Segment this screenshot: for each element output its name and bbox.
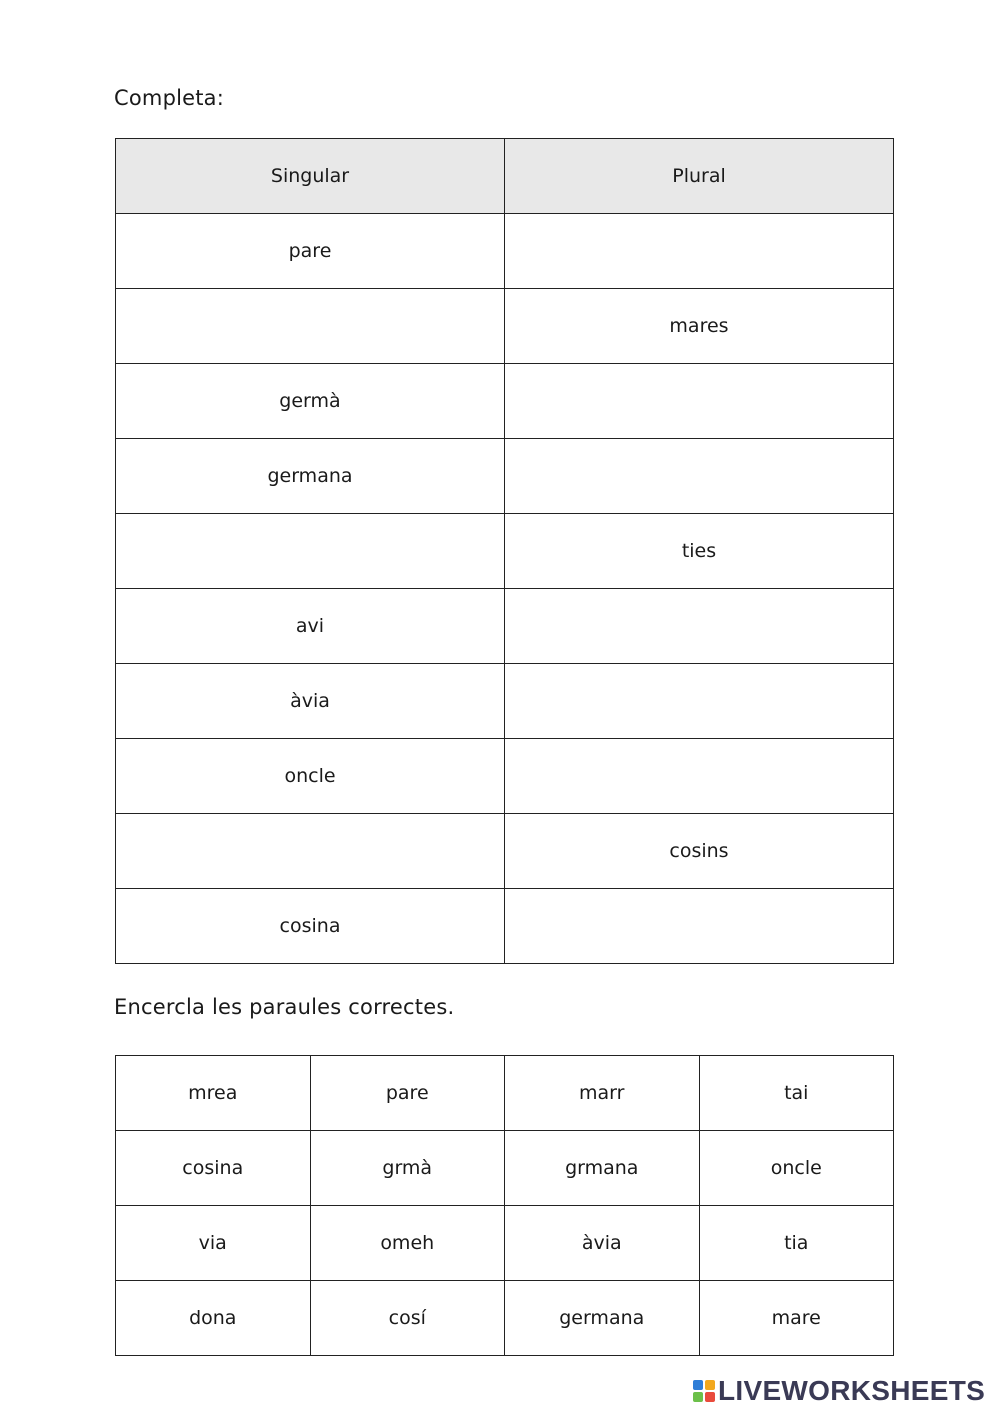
singular-cell: àvia (116, 664, 505, 739)
word-cell[interactable]: grmà (310, 1131, 505, 1206)
table-row (116, 214, 894, 289)
plural-cell: cosins (505, 814, 894, 889)
singular-cell: cosina (116, 889, 505, 964)
table-row (116, 1281, 894, 1356)
plural-cell[interactable] (505, 589, 894, 664)
singular-cell: germana (116, 439, 505, 514)
word-cell[interactable]: dona (116, 1281, 311, 1356)
instruction-circle: Encercla les paraules correctes. (114, 995, 455, 1019)
logo-square-orange (705, 1380, 715, 1390)
word-cell[interactable]: marr (505, 1056, 700, 1131)
logo-square-blue (693, 1380, 703, 1390)
liveworksheets-logo (693, 1375, 985, 1407)
logo-icon (693, 1380, 715, 1402)
plural-cell[interactable] (505, 439, 894, 514)
table-row (116, 589, 894, 664)
singular-cell[interactable] (116, 514, 505, 589)
singular-cell: oncle (116, 739, 505, 814)
plural-cell[interactable] (505, 214, 894, 289)
word-cell[interactable]: oncle (699, 1131, 894, 1206)
table-row (116, 814, 894, 889)
plural-cell[interactable] (505, 889, 894, 964)
table-row (116, 1131, 894, 1206)
header-singular: Singular (116, 139, 505, 214)
word-cell[interactable]: cosina (116, 1131, 311, 1206)
word-cell[interactable]: via (116, 1206, 311, 1281)
plural-cell[interactable] (505, 739, 894, 814)
table-row (116, 664, 894, 739)
word-cell[interactable]: cosí (310, 1281, 505, 1356)
word-cell[interactable]: tai (699, 1056, 894, 1131)
singular-cell: avi (116, 589, 505, 664)
word-cell[interactable]: mare (699, 1281, 894, 1356)
table-row (116, 364, 894, 439)
plural-cell[interactable] (505, 664, 894, 739)
table-row (116, 439, 894, 514)
word-cell[interactable]: grmana (505, 1131, 700, 1206)
plural-cell: mares (505, 289, 894, 364)
word-cell[interactable]: àvia (505, 1206, 700, 1281)
table-row (116, 514, 894, 589)
word-cell[interactable]: tia (699, 1206, 894, 1281)
table-header-row (116, 139, 894, 214)
table-row (116, 889, 894, 964)
logo-square-green (693, 1392, 703, 1402)
singular-cell: pare (116, 214, 505, 289)
word-cell[interactable]: pare (310, 1056, 505, 1131)
table-row (116, 1056, 894, 1131)
word-grid-table (115, 1055, 894, 1356)
singular-plural-table (115, 138, 894, 964)
table-row (116, 289, 894, 364)
header-plural: Plural (505, 139, 894, 214)
table-row (116, 739, 894, 814)
word-cell[interactable]: omeh (310, 1206, 505, 1281)
logo-square-red (705, 1392, 715, 1402)
plural-cell: ties (505, 514, 894, 589)
word-cell[interactable]: germana (505, 1281, 700, 1356)
singular-cell[interactable] (116, 814, 505, 889)
word-cell[interactable]: mrea (116, 1056, 311, 1131)
instruction-complete: Completa: (114, 86, 225, 110)
singular-cell[interactable] (116, 289, 505, 364)
singular-cell: germà (116, 364, 505, 439)
table-row (116, 1206, 894, 1281)
plural-cell[interactable] (505, 364, 894, 439)
logo-text: LIVEWORKSHEETS (718, 1375, 986, 1406)
